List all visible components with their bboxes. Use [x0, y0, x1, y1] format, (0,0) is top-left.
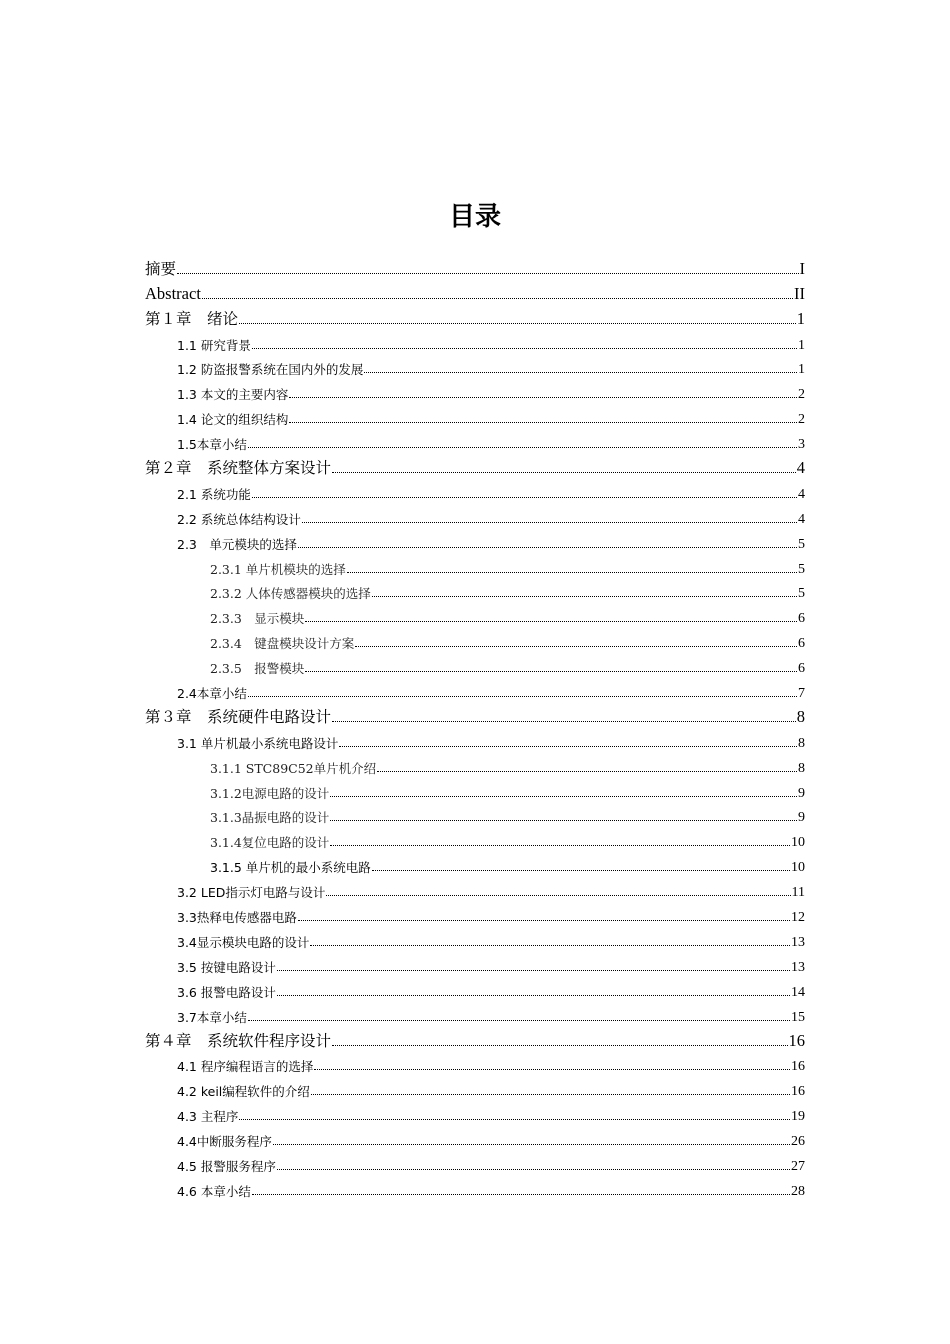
toc-entry[interactable]	[0, 1075, 805, 1100]
toc-dot-leader	[289, 397, 797, 398]
toc-dot-leader	[302, 522, 797, 523]
toc-entry[interactable]	[0, 378, 805, 403]
toc-page-number: II	[794, 283, 805, 303]
toc-entry-label: 2.3.5 报警模块	[210, 661, 305, 677]
toc-entry-label: 2.3 单元模块的选择	[177, 536, 297, 552]
toc-entry-label: 3.1.4复位电路的设计	[210, 835, 330, 851]
toc-entry[interactable]	[0, 1051, 805, 1076]
toc-entry[interactable]	[0, 1175, 805, 1200]
toc-entry-label: 4.6 本章小结	[177, 1183, 251, 1199]
table-of-contents	[0, 254, 950, 1200]
toc-dot-leader	[377, 771, 797, 772]
toc-entry[interactable]	[0, 926, 805, 951]
toc-entry-label: 3.1.2电源电路的设计	[210, 785, 330, 801]
toc-dot-leader	[305, 671, 797, 672]
toc-entry[interactable]	[0, 329, 805, 354]
toc-dot-leader	[298, 920, 790, 921]
toc-entry-label: 2.3.2 人体传感器模块的选择	[210, 586, 371, 602]
toc-dot-leader	[298, 547, 797, 548]
toc-entry-label: 1.3 本文的主要内容	[177, 387, 289, 403]
toc-page-number: 5	[798, 586, 805, 602]
toc-entry-label: 1.4 论文的组织结构	[177, 412, 289, 428]
toc-dot-leader	[372, 870, 790, 871]
toc-dot-leader	[311, 1094, 790, 1095]
toc-page-number: 4	[796, 458, 805, 478]
toc-entry-label: 2.3.3 显示模块	[210, 611, 305, 627]
toc-entry[interactable]	[0, 901, 805, 926]
toc-entry[interactable]	[0, 1150, 805, 1175]
toc-dot-leader	[330, 820, 797, 821]
toc-dot-leader	[277, 995, 790, 996]
toc-dot-leader	[330, 796, 797, 797]
toc-page-number: 15	[791, 1009, 805, 1025]
toc-entry-label: 3.2 LED指示灯电路与设计	[177, 885, 326, 901]
toc-entry[interactable]	[0, 1001, 805, 1026]
toc-entry[interactable]	[0, 777, 805, 802]
toc-page-number: 13	[791, 959, 805, 975]
toc-entry[interactable]	[0, 702, 805, 727]
toc-dot-leader	[248, 447, 797, 448]
toc-dot-leader	[330, 845, 790, 846]
toc-page-number: 3	[798, 437, 805, 453]
toc-entry[interactable]	[0, 826, 805, 851]
toc-entry[interactable]	[0, 951, 805, 976]
toc-page-number: 27	[791, 1158, 805, 1174]
toc-title: 目录	[448, 202, 501, 232]
toc-page-number: 9	[798, 810, 805, 826]
toc-entry[interactable]	[0, 503, 805, 528]
toc-entry-label: 1.2 防盗报警系统在国内外的发展	[177, 362, 364, 378]
toc-page-number: 8	[796, 706, 805, 726]
toc-entry-label: 2.1 系统功能	[177, 486, 251, 502]
toc-page-number: 1	[798, 362, 805, 378]
toc-page-number: 8	[798, 760, 805, 776]
toc-entry[interactable]	[0, 279, 805, 304]
toc-page-number: 26	[791, 1134, 805, 1150]
toc-page-number: 8	[798, 735, 805, 751]
toc-dot-leader	[248, 1020, 790, 1021]
toc-page-number: 13	[791, 934, 805, 950]
toc-page-number: 5	[798, 536, 805, 552]
toc-entry[interactable]	[0, 876, 805, 901]
toc-page-number: 28	[791, 1183, 805, 1199]
toc-entry-label: 第２章 系统整体方案设计	[145, 459, 332, 478]
toc-entry[interactable]	[0, 677, 805, 702]
toc-page-number: 14	[791, 984, 805, 1000]
toc-entry-label: 3.5 按键电路设计	[177, 959, 276, 975]
toc-entry-label: 2.3.1 单片机模块的选择	[210, 561, 346, 577]
toc-entry-label: Abstract	[145, 283, 201, 303]
toc-dot-leader	[177, 273, 798, 274]
toc-dot-leader	[347, 572, 797, 573]
toc-dot-leader	[332, 721, 796, 722]
toc-entry-label: 第３章 系统硬件电路设计	[145, 707, 332, 726]
toc-dot-leader	[252, 348, 797, 349]
toc-entry-label: 4.2 keil编程软件的介绍	[177, 1084, 310, 1100]
toc-entry[interactable]	[0, 428, 805, 453]
toc-entry[interactable]	[0, 354, 805, 379]
toc-entry-label: 4.4中断服务程序	[177, 1134, 272, 1150]
toc-entry-label: 3.1.3晶振电路的设计	[210, 810, 330, 826]
toc-dot-leader	[239, 323, 796, 324]
toc-page-number: 6	[798, 611, 805, 627]
toc-entry[interactable]	[0, 976, 805, 1001]
toc-entry-label: 摘要	[145, 259, 177, 278]
toc-entry[interactable]	[0, 553, 805, 578]
toc-page-number: 2	[798, 412, 805, 428]
toc-entry-label: 3.1.1 STC89C52单片机介绍	[210, 760, 377, 776]
toc-entry-label: 2.4本章小结	[177, 686, 247, 702]
toc-entry-label: 3.3热释电传感器电路	[177, 910, 297, 926]
toc-entry[interactable]	[0, 602, 805, 627]
toc-dot-leader	[277, 1169, 790, 1170]
toc-entry[interactable]	[0, 802, 805, 827]
toc-page-number: 19	[791, 1109, 805, 1125]
toc-entry-label: 3.6 报警电路设计	[177, 984, 276, 1000]
toc-dot-leader	[339, 746, 797, 747]
toc-entry-label: 3.1 单片机最小系统电路设计	[177, 735, 339, 751]
toc-entry-label: 3.1.5 单片机的最小系统电路	[210, 860, 371, 876]
toc-dot-leader	[273, 1144, 790, 1145]
toc-page-number: 2	[798, 387, 805, 403]
toc-entry[interactable]	[0, 578, 805, 603]
toc-page-number: 11	[791, 885, 805, 901]
toc-dot-leader	[305, 621, 797, 622]
toc-entry[interactable]	[0, 304, 805, 329]
toc-dot-leader	[310, 945, 790, 946]
toc-dot-leader	[372, 596, 797, 597]
toc-page-number: 16	[791, 1084, 805, 1100]
toc-entry[interactable]	[0, 478, 805, 503]
toc-page-number: 7	[798, 686, 805, 702]
toc-page-number: 6	[798, 636, 805, 652]
toc-entry-label: 2.2 系统总体结构设计	[177, 511, 301, 527]
toc-entry[interactable]	[0, 403, 805, 428]
toc-entry-label: 3.4显示模块电路的设计	[177, 934, 310, 950]
toc-page-number: 6	[798, 661, 805, 677]
toc-page-number: 10	[791, 860, 805, 876]
toc-dot-leader	[355, 646, 797, 647]
toc-dot-leader	[252, 1194, 790, 1195]
toc-page-number: 12	[791, 910, 805, 926]
toc-entry-label: 3.7本章小结	[177, 1009, 247, 1025]
toc-dot-leader	[332, 472, 796, 473]
toc-entry[interactable]	[0, 1100, 805, 1125]
toc-entry[interactable]	[0, 627, 805, 652]
toc-dot-leader	[332, 1045, 787, 1046]
toc-entry-label: 1.5本章小结	[177, 437, 247, 453]
toc-page-number: 16	[788, 1030, 805, 1050]
toc-page-number: 5	[798, 561, 805, 577]
toc-entry[interactable]	[0, 752, 805, 777]
toc-dot-leader	[202, 298, 793, 299]
toc-dot-leader	[364, 372, 797, 373]
toc-dot-leader	[314, 1069, 790, 1070]
toc-page-number: 4	[798, 511, 805, 527]
toc-entry-label: 4.1 程序编程语言的选择	[177, 1059, 314, 1075]
toc-dot-leader	[277, 970, 790, 971]
toc-entry-label: 1.1 研究背景	[177, 337, 251, 353]
toc-entry-label: 4.3 主程序	[177, 1109, 239, 1125]
toc-page-number: 1	[796, 308, 805, 328]
toc-dot-leader	[248, 696, 797, 697]
toc-page-number: 4	[798, 486, 805, 502]
toc-dot-leader	[252, 497, 797, 498]
toc-entry[interactable]	[0, 254, 805, 279]
toc-entry[interactable]	[0, 1125, 805, 1150]
toc-page-number: 16	[791, 1059, 805, 1075]
toc-page-number: 10	[791, 835, 805, 851]
toc-entry-label: 第１章 绪论	[145, 309, 239, 328]
toc-entry-label: 4.5 报警服务程序	[177, 1158, 276, 1174]
toc-dot-leader	[289, 422, 797, 423]
toc-entry[interactable]	[0, 528, 805, 553]
toc-entry[interactable]	[0, 453, 805, 478]
toc-entry-label: 2.3.4 键盘模块设计方案	[210, 636, 355, 652]
toc-entry-label: 第４章 系统软件程序设计	[145, 1031, 332, 1050]
toc-dot-leader	[326, 895, 790, 896]
toc-entry[interactable]	[0, 727, 805, 752]
toc-entry[interactable]	[0, 851, 805, 876]
toc-dot-leader	[239, 1119, 790, 1120]
toc-entry[interactable]	[0, 652, 805, 677]
toc-page-number: 1	[798, 337, 805, 353]
toc-entry[interactable]	[0, 1026, 805, 1051]
toc-page-number: 9	[798, 785, 805, 801]
toc-page-number: I	[799, 258, 805, 278]
